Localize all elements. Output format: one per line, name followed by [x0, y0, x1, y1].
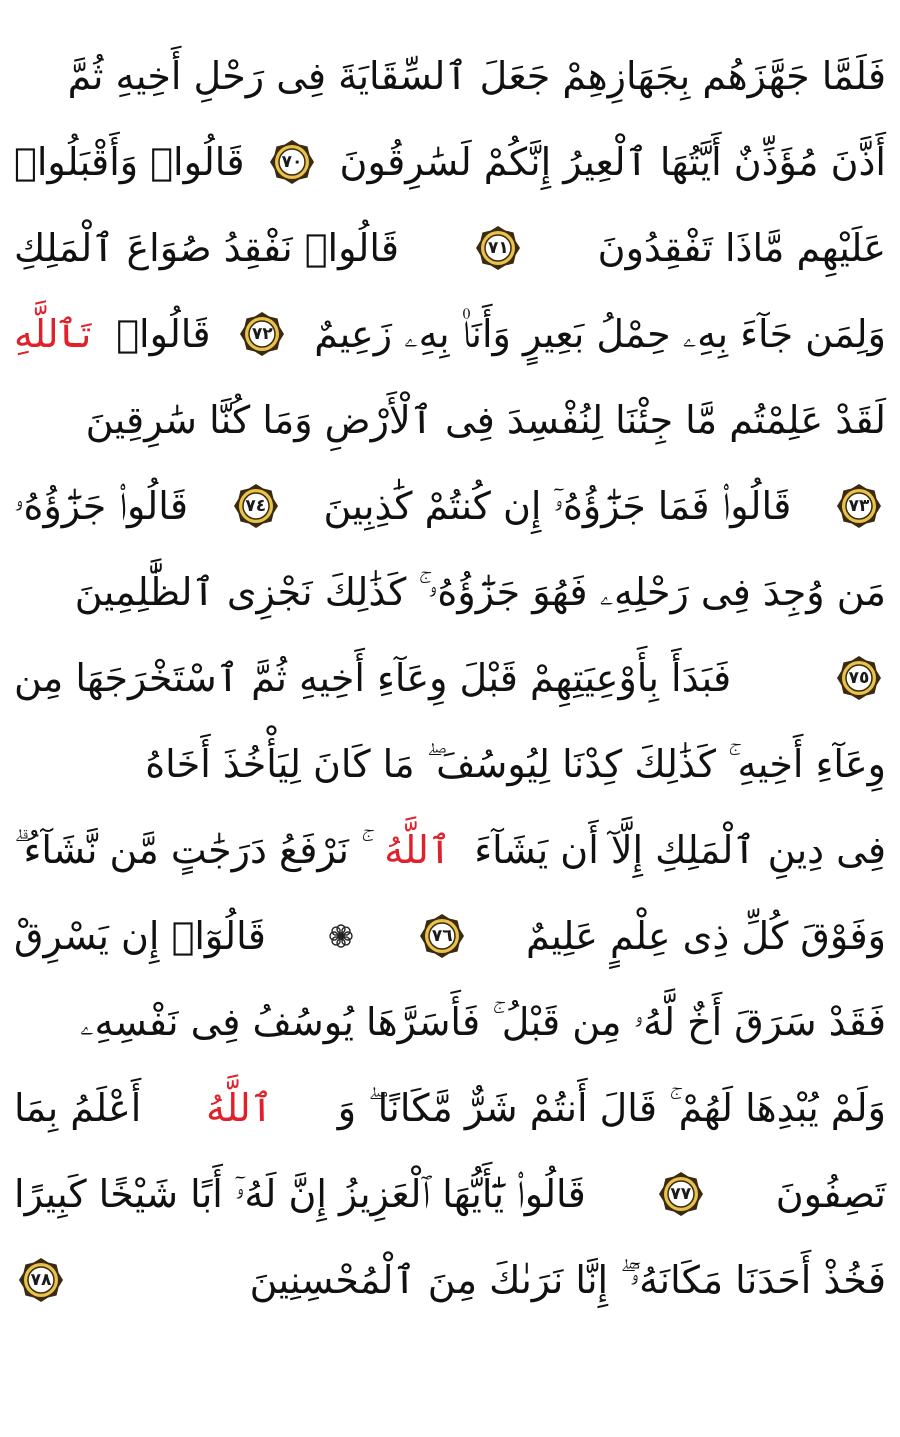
verse-text: قَالُوا۟ نَفْقِدُ صُوَاعَ ٱلْمَلِكِ: [14, 226, 400, 270]
verse-text: أَعْلَمُ بِمَا: [14, 1086, 142, 1130]
verse-line: [14, 36, 886, 116]
ayah-number-marker: [836, 483, 882, 529]
verse-text: أَذَّنَ مُؤَذِّنٌ أَيَّتُهَا ٱلْعِيرُ إِنَّكُمْ لَسَٰرِقُونَ: [339, 140, 886, 184]
verse-line: [14, 1154, 886, 1234]
ayah-number: ٧٤: [245, 496, 267, 516]
verse-text: قَالُوا۟ فَمَا جَزَٰٓؤُهُۥٓ إِن كُنتُمْ كَٰذِبِينَ: [323, 484, 792, 528]
verse-text: وَلَمْ يُبْدِهَا لَهُمْ ۚ قَالَ أَنتُمْ شَرٌّ مَّكَانًا ۖ وَ: [337, 1086, 886, 1130]
ayah-number: ٧١: [488, 238, 509, 258]
verse-text: فِى دِينِ ٱلْمَلِكِ إِلَّآ أَن يَشَآءَ: [474, 828, 886, 872]
verse-line: [14, 1240, 886, 1320]
ayah-number: ٧٧: [670, 1184, 692, 1204]
verse-line: [14, 896, 886, 976]
ayah-number-marker: [475, 225, 521, 271]
ayah-number-marker: [419, 913, 465, 959]
verse-text: مَن وُجِدَ فِى رَحْلِهِۦ فَهُوَ جَزَٰٓؤُهُۥ ۚ كَذَٰلِكَ نَجْزِى ٱلظَّٰلِمِينَ: [74, 570, 886, 614]
verse-text: فَلَمَّا جَهَّزَهُم بِجَهَازِهِمْ جَعَلَ ٱلسِّقَايَةَ فِى رَحْلِ أَخِيهِ ثُمَّ: [67, 54, 886, 98]
verse-line: [14, 810, 886, 890]
ayah-number-marker: [233, 483, 279, 529]
verse-text: وَفَوْقَ كُلِّ ذِى عِلْمٍ عَلِيمٌ: [525, 914, 886, 958]
divine-name-text: ٱللَّهُ: [384, 828, 452, 872]
verse-text: عَلَيْهِم مَّاذَا تَفْقِدُونَ: [597, 226, 886, 270]
ayah-number: ٧٢: [252, 324, 273, 344]
verse-text: وِعَآءِ أَخِيهِ ۚ كَذَٰلِكَ كِدْنَا لِيُوسُفَ ۖ مَا كَانَ لِيَأْخُذَ أَخَاهُ: [145, 742, 886, 786]
divine-name-text: ٱللَّهُ: [206, 1086, 273, 1130]
verse-text: فَخُذْ أَحَدَنَا مَكَانَهُۥٓ ۖ إِنَّا نَرَىٰكَ مِنَ ٱلْمُحْسِنِينَ: [249, 1258, 886, 1302]
verse-text: فَقَدْ سَرَقَ أَخٌ لَّهُۥ مِن قَبْلُ ۚ فَأَسَرَّهَا يُوسُفُ فِى نَفْسِهِۦ: [80, 1000, 886, 1044]
verse-text: قَالُوا۟ جَزَٰٓؤُهُۥ: [14, 484, 188, 528]
divine-name-text: تَٱللَّهِ: [14, 312, 92, 356]
verse-text: تَصِفُونَ: [775, 1172, 886, 1216]
verse-text: لَقَدْ عَلِمْتُم مَّا جِئْنَا لِنُفْسِدَ فِى ٱلْأَرْضِ وَمَا كُنَّا سَٰرِقِينَ: [85, 398, 886, 442]
verse-line: [14, 466, 886, 546]
verse-line: [14, 1068, 886, 1148]
ayah-number: ٧٦: [431, 926, 453, 946]
verse-line: [14, 294, 886, 374]
ayah-number: ٧٨: [30, 1270, 52, 1290]
verse-text: ۚ نَرْفَعُ دَرَجَٰتٍ مَّن نَّشَآءُ ۗ: [14, 828, 362, 872]
ayah-number-marker: [269, 139, 315, 185]
ayah-number-marker: [836, 655, 882, 701]
verse-text: فَبَدَأَ بِأَوْعِيَتِهِمْ قَبْلَ وِعَآءِ أَخِيهِ ثُمَّ ٱسْتَخْرَجَهَا مِن: [14, 656, 732, 700]
ayah-number: ٧٠: [281, 152, 303, 172]
ayah-number-marker: [239, 311, 285, 357]
verse-text: قَالُوا۟ وَأَقْبَلُوا۟: [14, 140, 245, 184]
verse-line: [14, 724, 886, 804]
hizb-quarter-flower-icon: [327, 922, 355, 950]
verse-line: [14, 982, 886, 1062]
ayah-number-marker: [658, 1171, 704, 1217]
verse-line: [14, 208, 886, 288]
verse-line: [14, 552, 886, 632]
verse-text: قَالُوا۟ يَٰٓأَيُّهَا ٱلْعَزِيزُ إِنَّ لَهُۥٓ أَبًا شَيْخًا كَبِيرًا: [14, 1172, 586, 1216]
verse-text: قَالُوٓا۟ إِن يَسْرِقْ: [14, 914, 266, 958]
ayah-number: ٧٣: [848, 496, 870, 516]
verse-text: قَالُوا۟: [116, 312, 211, 356]
ayah-number-marker: [18, 1257, 64, 1303]
verse-line: [14, 380, 886, 460]
verse-line: [14, 122, 886, 202]
verse-text: وَلِمَن جَآءَ بِهِۦ حِمْلُ بَعِيرٍ وَأَنَا۠ بِهِۦ زَعِيمٌ: [314, 312, 886, 356]
verse-line: [14, 638, 886, 718]
ayah-number: ٧٥: [848, 668, 870, 688]
